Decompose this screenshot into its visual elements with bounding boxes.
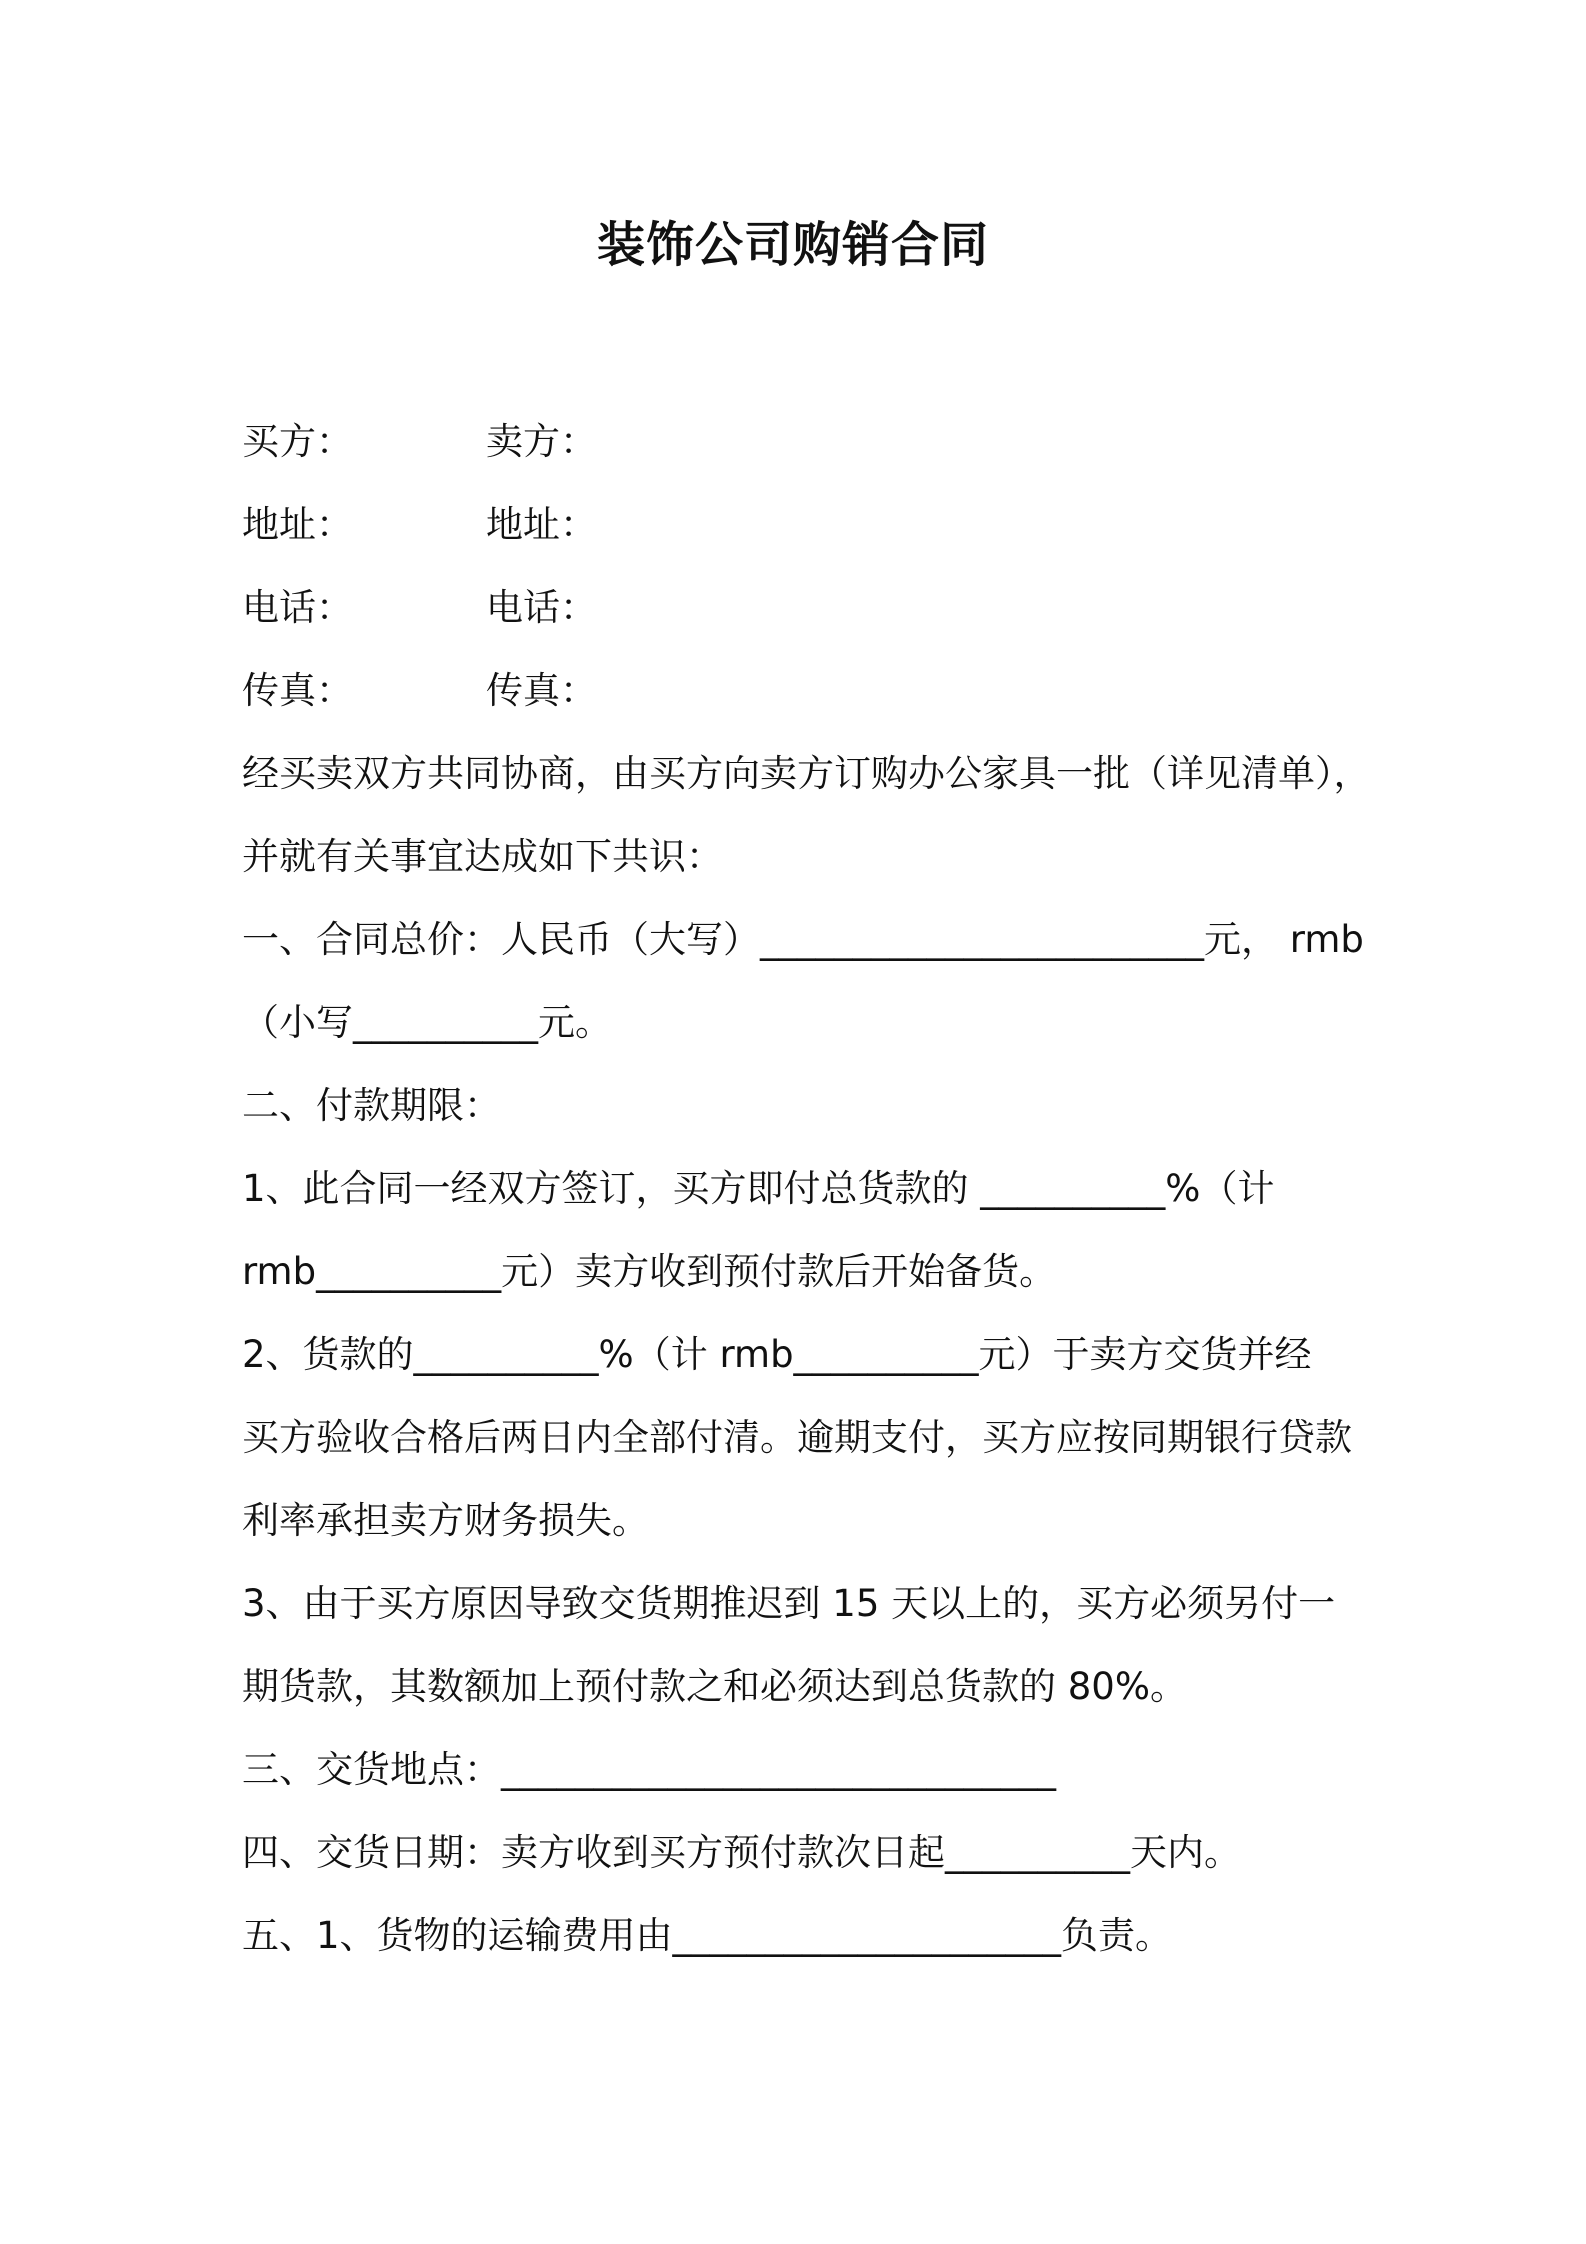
clause-3-delivery-place: 三、交货地点：______________________________ bbox=[242, 1748, 1056, 1791]
document-title: 装饰公司购销合同 bbox=[596, 217, 989, 273]
buyer-address-label: 地址： bbox=[242, 503, 353, 546]
clause-2-item-1-cont: rmb__________元）卖方收到预付款后开始备货。 bbox=[242, 1250, 1057, 1293]
seller-fax-label: 传真： bbox=[486, 669, 597, 712]
clause-2-item-3: 3、由于买方原因导致交货期推迟到 15 天以上的，买方必须另付一 bbox=[242, 1582, 1336, 1625]
clause-2-item-2-cont-2: 利率承担卖方财务损失。 bbox=[242, 1499, 649, 1542]
seller-address-label: 地址： bbox=[486, 503, 597, 546]
clause-2-item-2: 2、货款的__________%（计 rmb__________元）于卖方交货并经 bbox=[242, 1333, 1312, 1376]
preamble-line-1: 经买卖双方共同协商，由买方向卖方订购办公家具一批（详见清单）， bbox=[242, 752, 1371, 795]
clause-5-item-1: 五、1、货物的运输费用由_____________________负责。 bbox=[242, 1914, 1173, 1957]
party-row-fax bbox=[242, 649, 1362, 732]
preamble-line-2: 并就有关事宜达成如下共识： bbox=[242, 835, 723, 878]
buyer-label: 买方： bbox=[242, 420, 353, 463]
clause-1-total-price: 一、合同总价：人民币（大写）________________________元， rmb bbox=[242, 918, 1364, 961]
contract-body bbox=[242, 400, 1371, 1977]
clause-2-item-1: 1、此合同一经双方签订，买方即付总货款的 __________%（计 bbox=[242, 1167, 1275, 1210]
party-row-name bbox=[242, 400, 1362, 483]
buyer-phone-label: 电话： bbox=[242, 586, 353, 629]
clause-1-total-price-cont: （小写__________元。 bbox=[242, 1001, 612, 1044]
clause-2-item-2-cont-1: 买方验收合格后两日内全部付清。逾期支付，买方应按同期银行贷款 bbox=[242, 1416, 1352, 1459]
buyer-fax-label: 传真： bbox=[242, 669, 353, 712]
party-row-address bbox=[242, 483, 1362, 566]
clause-4-delivery-date: 四、交货日期：卖方收到买方预付款次日起__________天内。 bbox=[242, 1831, 1241, 1874]
seller-phone-label: 电话： bbox=[486, 586, 597, 629]
clause-2-heading: 二、付款期限： bbox=[242, 1084, 501, 1127]
seller-label: 卖方： bbox=[486, 420, 597, 463]
clause-2-item-3-cont: 期货款，其数额加上预付款之和必须达到总货款的 80%。 bbox=[242, 1665, 1187, 1708]
party-row-phone bbox=[242, 566, 1362, 649]
